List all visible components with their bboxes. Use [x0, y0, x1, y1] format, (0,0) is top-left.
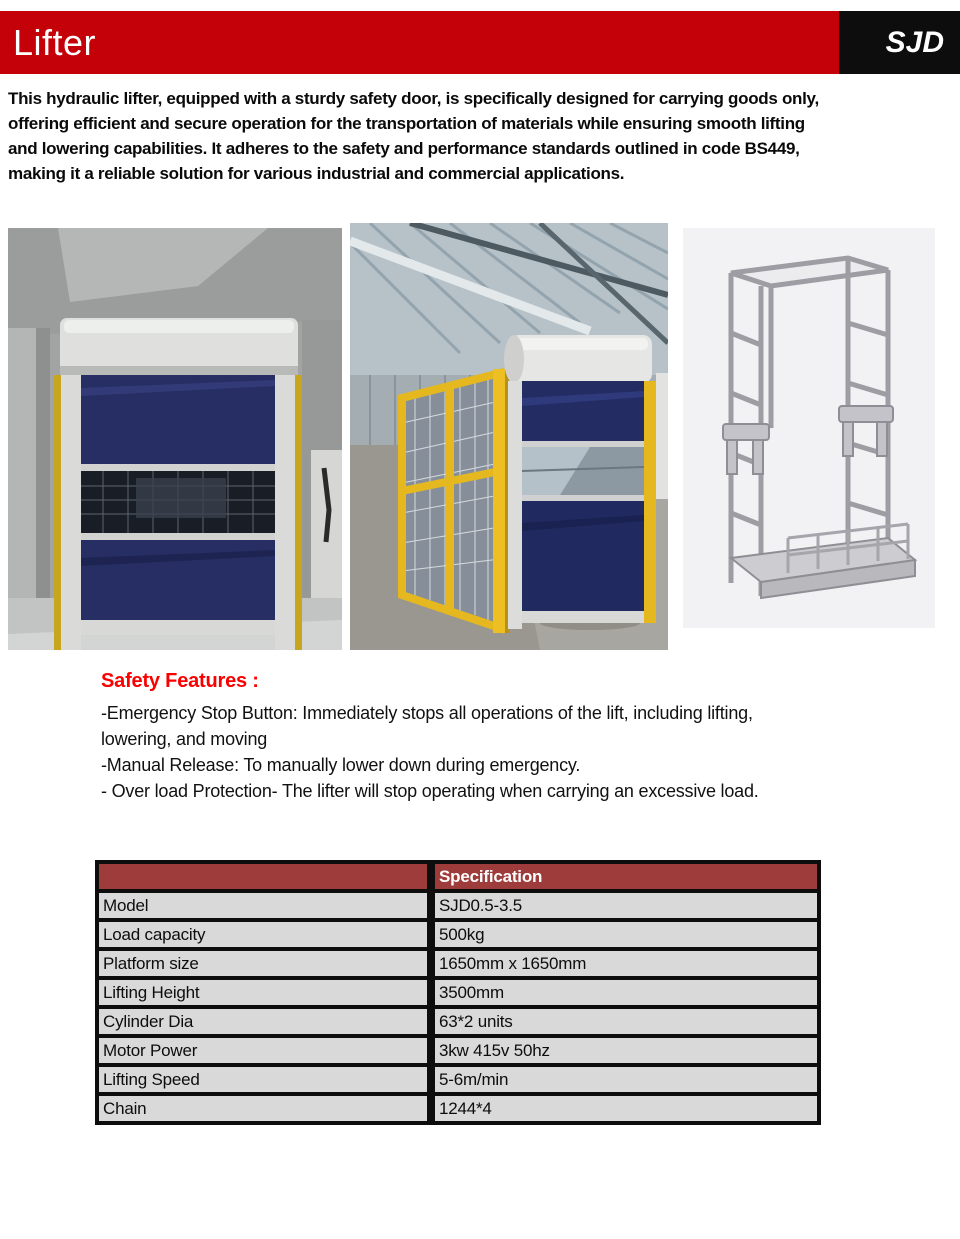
safety-item-emergency-stop: -Emergency Stop Button: Immediately stops all operations of the lift, including lifting, lowering, and moving [101, 703, 753, 749]
row-label: Model [97, 891, 431, 920]
row-label: Cylinder Dia [97, 1007, 431, 1036]
row-label: Lifting Speed [97, 1065, 431, 1094]
safety-item-overload-protection: - Over load Protection- The lifter will stop operating when carrying an excessive load. [101, 781, 759, 801]
brand-box [839, 11, 960, 74]
table-row [97, 1094, 819, 1123]
brand-logo: SJD [885, 25, 944, 59]
roller-door-illustration [8, 228, 342, 650]
table-row [97, 949, 819, 978]
lifter-render-frame [683, 228, 935, 628]
table-row [97, 978, 819, 1007]
row-value: 5-6m/min [431, 1065, 819, 1094]
table-row [97, 1065, 819, 1094]
row-value: 3500mm [431, 978, 819, 1007]
safety-item-manual-release: -Manual Release: To manually lower down during emergency. [101, 755, 581, 775]
safety-features-heading: Safety Features : [101, 670, 259, 692]
safety-features-section [101, 670, 801, 804]
table-row [97, 920, 819, 949]
table-row [97, 1036, 819, 1065]
page-title: Lifter [13, 22, 97, 63]
row-value: 3kw 415v 50hz [431, 1036, 819, 1065]
row-value: SJD0.5-3.5 [431, 891, 819, 920]
title-bar [0, 11, 960, 74]
header-cell-specification: Specification [431, 862, 819, 891]
table-header-row [97, 862, 819, 891]
intro-paragraph: This hydraulic lifter, equipped with a sturdy safety door, is specifically designed for carrying goods only, offering efficient and secure operation for the transportation of materials while ensuring smooth lifting and lowering capabilities. It adheres to the safety and performance standards outlined in code BS449, making it a reliable solution for various industrial and commercial applications. [8, 89, 819, 183]
row-value: 500kg [431, 920, 819, 949]
row-label: Lifting Height [97, 978, 431, 1007]
cage-lifter-illustration [350, 223, 668, 650]
row-value: 1650mm x 1650mm [431, 949, 819, 978]
row-value: 63*2 units [431, 1007, 819, 1036]
lifter-photo-roller-door [8, 228, 342, 650]
lifter-photo-cage [350, 223, 668, 650]
header-cell-empty [97, 862, 431, 891]
lifter-frame-illustration [683, 228, 935, 628]
row-label: Chain [97, 1094, 431, 1123]
table-row [97, 891, 819, 920]
specification-table [95, 860, 821, 1125]
row-value: 1244*4 [431, 1094, 819, 1123]
row-label: Motor Power [97, 1036, 431, 1065]
table-row [97, 1007, 819, 1036]
row-label: Load capacity [97, 920, 431, 949]
row-label: Platform size [97, 949, 431, 978]
